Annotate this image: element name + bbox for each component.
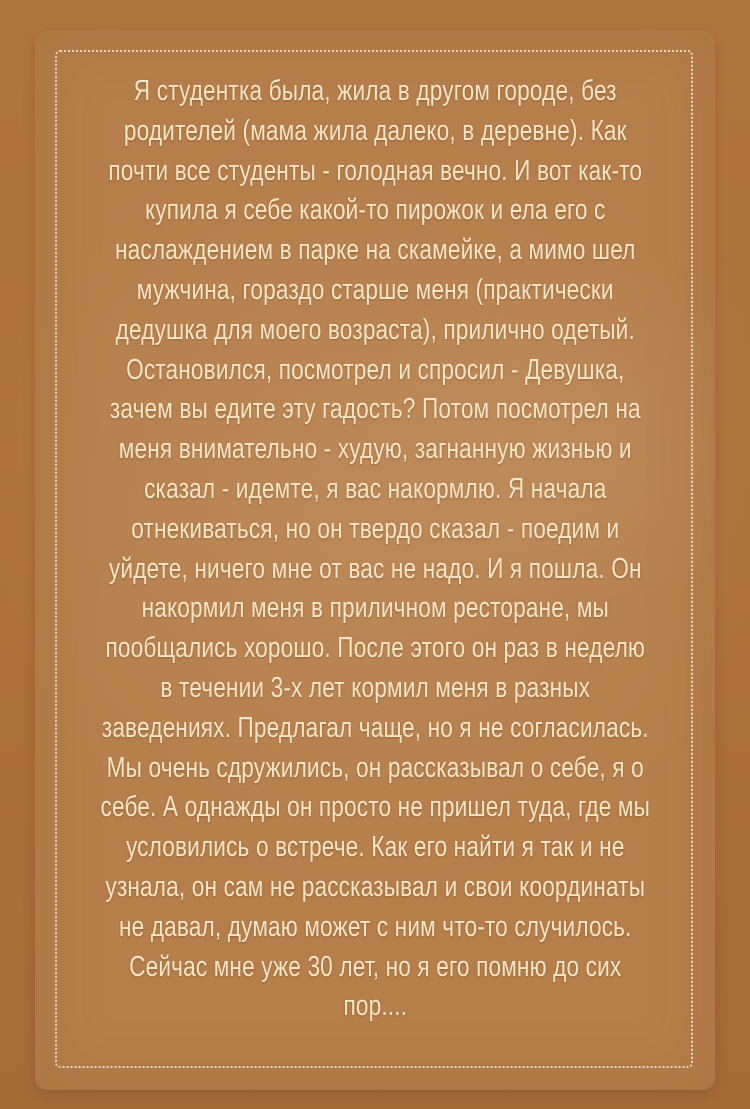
story-line: узнала, он сам не рассказывал и свои координаты	[105, 870, 645, 903]
story-line: Сейчас мне уже 30 лет, но я его помню до сих	[128, 950, 622, 983]
story-line: зачем вы едите эту гадость? Потом посмотрел на	[109, 393, 641, 426]
story-line: сказал - идемте, я вас накормлю. Я начала	[143, 472, 607, 505]
story-line: почти все студенты - голодная вечно. И вот как-то	[108, 154, 642, 187]
story-line: Остановился, посмотрел и спросил - Девушка,	[125, 353, 625, 386]
story-line: отнекиваться, но он твердо сказал - поедим и	[130, 512, 620, 545]
story-line: накормил меня в приличном ресторане, мы	[141, 592, 609, 625]
story-text	[100, 72, 650, 1027]
story-card	[35, 30, 715, 1090]
story-line: мужчина, гораздо старше меня (практически	[136, 273, 614, 306]
story-line: в течении 3-х лет кормил меня в разных	[160, 671, 590, 704]
story-line: заведениях. Предлагал чаще, но я не согласилась.	[101, 711, 649, 744]
story-line: меня внимательно - худую, загнанную жизнью и	[118, 433, 632, 466]
story-line: себе. А однажды он просто не пришел туда, где мы	[100, 791, 650, 824]
story-line: Я студентка была, жила в другом городе, без	[133, 75, 617, 107]
story-line: условились о встрече. Как его найти я так и не	[125, 831, 625, 864]
story-line: наслаждением в парке на скамейке, а мимо шел	[114, 234, 636, 267]
story-line: пообщались хорошо. После этого он раз в неделю	[105, 632, 645, 665]
story-line: дедушка для моего возраста), прилично одетый.	[115, 313, 635, 346]
story-line: Мы очень сдружились, он рассказывал о себе, я о	[106, 751, 644, 784]
story-line: не давал, думаю может с ним что-то случилось.	[118, 910, 632, 943]
story-content	[35, 72, 715, 1027]
story-line: пор....	[343, 990, 407, 1023]
story-line: уйдете, ничего мне от вас не надо. И я пошла. Он	[108, 552, 642, 585]
story-line: купила я себе какой-то пирожок и ела его с	[144, 194, 606, 227]
story-line: родителей (мама жила далеко, в деревне). Как	[123, 114, 627, 147]
